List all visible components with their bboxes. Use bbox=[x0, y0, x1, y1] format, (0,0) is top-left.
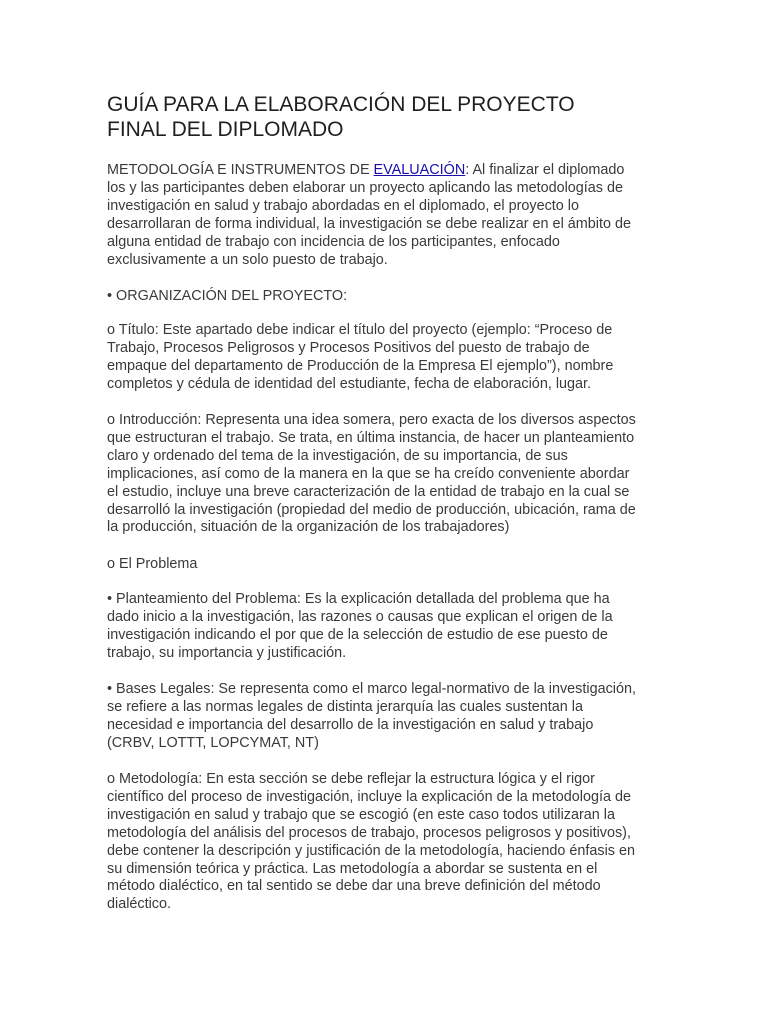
problema-heading: o El Problema bbox=[107, 556, 198, 572]
intro-paragraph bbox=[107, 162, 663, 269]
document-title-line-1: GUÍA PARA LA ELABORACIÓN DEL PROYECTO bbox=[107, 93, 575, 116]
evaluacion-link[interactable]: EVALUACIÓN bbox=[373, 162, 466, 178]
intro-prefix: METODOLOGÍA E INSTRUMENTOS DE bbox=[107, 162, 374, 178]
introduccion-paragraph: o Introducción: Representa una idea somera, pero exacta de los diversos aspectos que estructuran el trabajo. Se trata, en última instancia, de hacer un planteamiento claro y ordenado del tema de la investigación, de su importancia, de sus implicaciones, así como de la manera en la que se ha creído conveniente abordar el estudio, incluye una breve caracterización de la entidad de trabajo en la cual se desarrolló la investigación (propiedad del medio de producción, ubicación, rama de la producción, situación de la organización de los trabajadores) bbox=[107, 412, 636, 536]
bases-legales-paragraph: • Bases Legales: Se representa como el marco legal-normativo de la investigación, se refiere a las normas legales de distinta jerarquía las cuales sustentan la necesidad e importancia del desarrollo de la investigación en salud y trabajo (CRBV, LOTTT, LOPCYMAT, NT) bbox=[107, 681, 636, 751]
document-title bbox=[107, 92, 667, 142]
organizacion-heading: • ORGANIZACIÓN DEL PROYECTO: bbox=[107, 288, 348, 304]
planteamiento-paragraph: • Planteamiento del Problema: Es la explicación detallada del problema que ha dado inicio a la investigación, las razones o causas que explican el origen de la investigación indicando el por que de la selección de estudio de ese puesto de trabajo, su importancia y justificación. bbox=[107, 591, 613, 661]
titulo-paragraph: o Título: Este apartado debe indicar el título del proyecto (ejemplo: “Proceso de Trabajo, Procesos Peligrosos y Procesos Positivos del puesto de trabajo de empaque del departamento de Producción de la Empresa El ejemplo”), nombre completos y cédula de identidad del estudiante, fecha de elaboración, lugar. bbox=[107, 322, 614, 392]
intro-text: : Al finalizar el diplomado los y las participantes deben elaborar un proyecto aplicando las metodologías de investigación en salud y trabajo abordadas en el diplomado, el proyecto lo desarrollaran de forma individual, la investigación se debe realizar en el ámbito de alguna entidad de trabajo con incidencia de los participantes, enfocado exclusivamente a un solo puesto de trabajo. bbox=[107, 162, 631, 268]
document-title-line-2: FINAL DEL DIPLOMADO bbox=[107, 118, 344, 141]
metodologia-paragraph: o Metodología: En esta sección se debe reflejar la estructura lógica y el rigor científico del proceso de investigación, incluye la explicación de la metodología de investigación en salud y trabajo que se escogió (en este caso todos utilizaran la metodología del análisis del procesos de trabajo, procesos peligrosos y positivos), debe contener la descripción y justificación de la metodología, haciendo énfasis en su dimensión teórica y práctica. Las metodología a abordar se sustenta en el método dialéctico, en tal sentido se debe dar una breve definición del método dialéctico. bbox=[107, 771, 635, 913]
